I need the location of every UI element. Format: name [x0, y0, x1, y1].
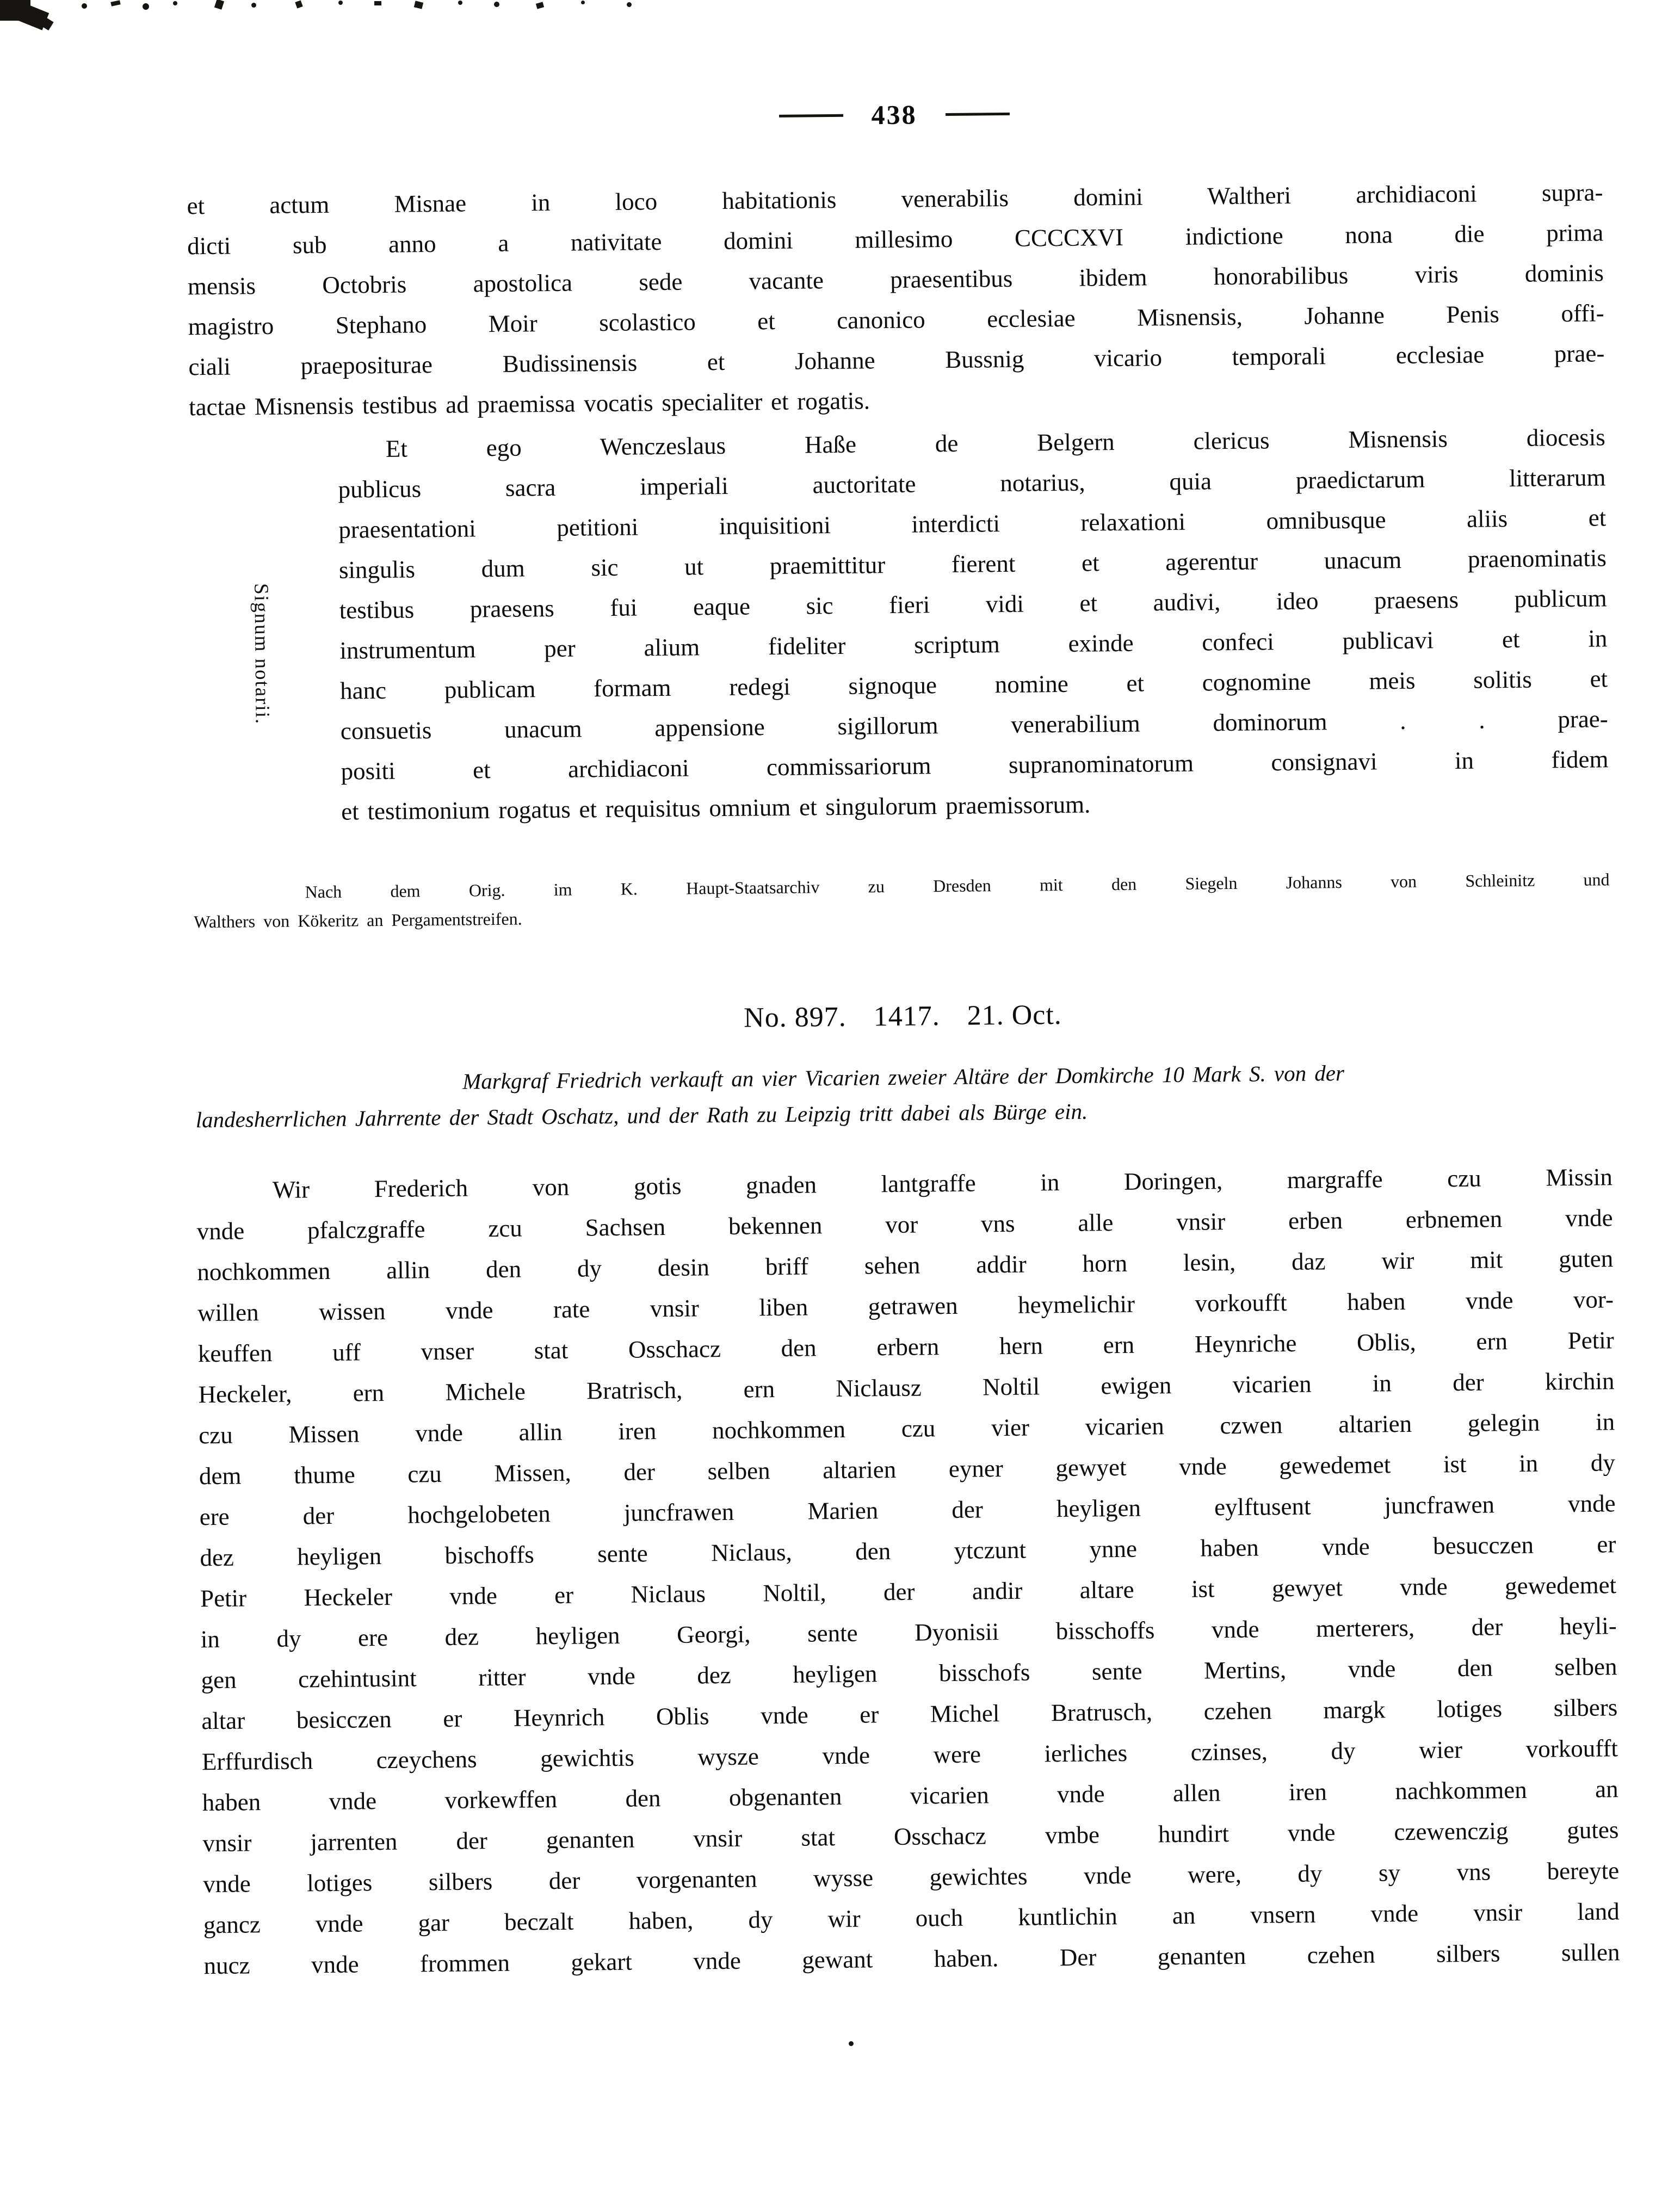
text-line: dicti sub anno a nativitate domini millesimo CCCCXVI indictione nona die prima [187, 219, 1604, 260]
text-line: et actum Misnae in loco habitationis venerabilis domini Waltheri archidiaconi supra- [187, 178, 1603, 220]
text-line: dez heyligen bischoffs sente Niclaus, den ytczunt ynne haben vnde besucczen er [200, 1530, 1616, 1572]
text-line: Wir Frederich von gotis gnaden lantgraffe in Doringen, margraffe czu Missin [272, 1163, 1613, 1203]
entry-year: 1417. [873, 1000, 940, 1033]
scan-artifact [110, 0, 120, 6]
text-line: czu Missen vnde allin iren nochkommen czu vier vicarien czwen altarien gelegin in [199, 1408, 1615, 1449]
latin-closing-paragraph [187, 172, 1605, 427]
text-line: consuetis unacum appensione sigillorum venerabilium dominorum . . prae- [340, 705, 1608, 745]
text-line: Petir Heckeler vnde er Niclaus Noltil, der andir altare ist gewyet vnde gewedemet [200, 1571, 1617, 1612]
text-line: Markgraf Friedrich verkauft an vier Vicarien zweier Altäre der Domkirche 10 Mark S. von der [462, 1060, 1345, 1094]
text-line: Et ego Wenczeslaus Haße de Belgern clericus Misnensis diocesis [385, 423, 1606, 462]
page-number: 438 [871, 99, 917, 131]
text-line: gen czehintusint ritter vnde dez heyligen bisschofs sente Mertins, vnde den selben [201, 1653, 1617, 1694]
text-line: in dy ere dez heyligen Georgi, sente Dyonisii bisschoffs vnde merterers, der heyli- [200, 1612, 1617, 1653]
text-line: ciali praepositurae Budissinensis et Johanne Bussnig vicario temporali ecclesiae prae- [188, 339, 1605, 381]
text-line: altar besicczen er Heynrich Oblis vnde er Michel Bratrusch, czehen margk lotiges silbers [201, 1694, 1618, 1735]
text-line: et testimonium rogatus et requisitus omnium et singulorum praemissorum. [341, 790, 1091, 825]
charter-body-paragraph [196, 1157, 1620, 1986]
scan-artifact [849, 2041, 854, 2046]
entry-summary [195, 1052, 1612, 1138]
text-line: publicus sacra imperiali auctoritate notarius, quia praedictarum litterarum [338, 464, 1606, 503]
text-line: haben vnde vorkewffen den obgenanten vicarien vnde allen iren nachkommen an [202, 1775, 1618, 1816]
page-number-rule-left [779, 114, 843, 117]
text-line: vnde lotiges silbers der vorgenanten wysse gewichtes vnde were, dy sy vns bereyte [202, 1857, 1620, 1898]
text-line: magistro Stephano Moir scolastico et canonico ecclesiae Misnensis, Johanne Penis offi- [188, 299, 1604, 341]
text-line: Nach dem Orig. im K. Haupt-Staatsarchiv zu Dresden mit den Siegeln Johanns von Schleinitz und [305, 869, 1610, 902]
text-line: instrumentum per alium fideliter scriptum exinde confeci publicavi et in [339, 625, 1608, 664]
text-line: testibus praesens fui eaque sic fieri vidi et audivi, ideo praesens publicum [339, 584, 1607, 624]
text-line: vnde pfalczgraffe zcu Sachsen bekennen vor vns alle vnsir erben erbnemen vnde [196, 1204, 1613, 1245]
text-line: dem thume czu Missen, der selben altarien eyner gewyet vnde gewedemet ist in dy [199, 1449, 1616, 1490]
page-header [186, 91, 1602, 138]
text-line: hanc publicam formam redegi signoque nomine et cognomine meis solitis et [339, 665, 1608, 705]
text-line: singulis dum sic ut praemittitur fierent et agerentur unacum praenominatis [338, 544, 1607, 584]
page-number-rule-right [946, 112, 1010, 115]
text-line: Walthers von Kökeritz an Pergamentstreifen. [194, 909, 522, 932]
text-line: Heckeler, ern Michele Bratrisch, ern Niclausz Noltil ewigen vicarien in der kirchin [198, 1367, 1615, 1408]
text-line: nochkommen allin den dy desin briff sehen addir horn lesin, daz wir mit guten [197, 1245, 1614, 1286]
notary-attestation-paragraph [338, 417, 1609, 831]
text-line: landesherrlichen Jahrrente der Stadt Oschatz, und der Rath zu Leipzig tritt dabei als Bürge ein. [195, 1098, 1088, 1133]
archival-source-note [193, 865, 1610, 936]
text-line: willen wissen vnde rate vnsir liben getrawen heymelichir vorkoufft haben vnde vor- [197, 1286, 1614, 1327]
text-line: praesentationi petitioni inquisitioni interdicti relaxationi omnibusque aliis et [338, 504, 1607, 543]
text-line: keuffen uff vnser stat Osschacz den erbern hern ern Heynriche Oblis, ern Petir [197, 1326, 1614, 1368]
margin-note-signum-notarii: Signum notarii. [250, 583, 274, 725]
text-line: nucz vnde frommen gekart vnde gewant haben. Der genanten czehen silbers sullen [203, 1938, 1620, 1980]
text-line: tactae Misnensis testibus ad praemissa vocatis specialiter et rogatis. [188, 387, 870, 421]
text-line: gancz vnde gar beczalt haben, dy wir ouch kuntlichin an vnsern vnde vnsir land [203, 1898, 1620, 1939]
entry-heading [195, 992, 1611, 1041]
text-line: positi et archidiaconi commissariorum supranominatorum consignavi in fidem [341, 745, 1609, 785]
entry-date: 21. Oct. [967, 999, 1062, 1031]
text-line: Erffurdisch czeychens gewichtis wysze vnde were ierliches czinses, dy wier vorkoufft [201, 1734, 1618, 1776]
text-line: ere der hochgelobeten juncfrawen Marien der heyligen eylftusent juncfrawen vnde [199, 1490, 1616, 1531]
scan-artifact [173, 1, 177, 5]
text-line: vnsir jarrenten der genanten vnsir stat Osschacz vmbe hundirt vnde czewenczig gutes [202, 1816, 1619, 1857]
entry-number: No. 897. [743, 1001, 847, 1034]
text-line: mensis Octobris apostolica sede vacante praesentibus ibidem honorabilibus viris dominis [187, 259, 1604, 300]
